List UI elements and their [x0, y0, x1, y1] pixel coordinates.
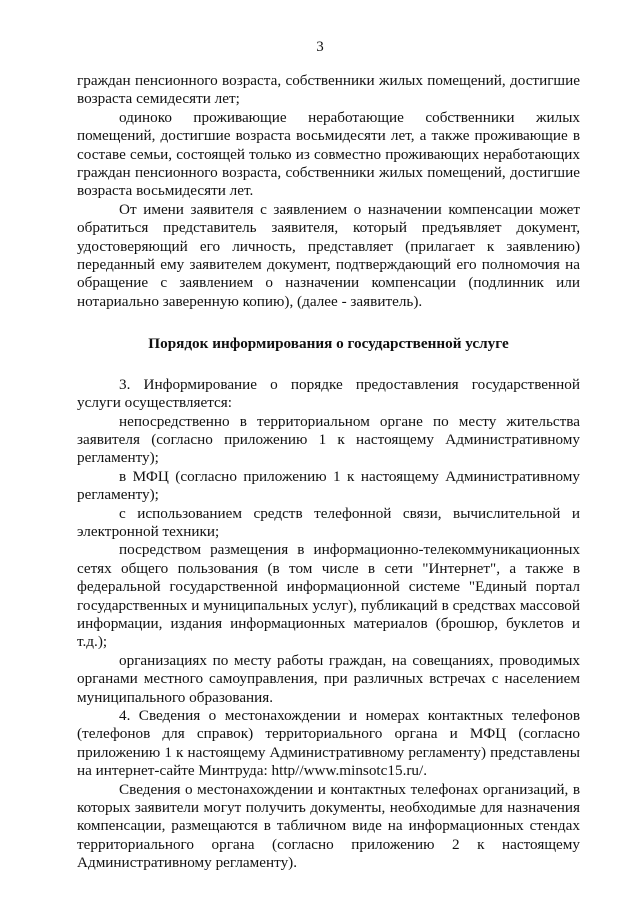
- page-number: 3: [316, 39, 324, 55]
- list-item: в МФЦ (согласно приложению 1 к настоящему Административному регламенту);: [77, 467, 580, 504]
- section-heading: Порядок информирования о государственной услуге: [148, 335, 509, 353]
- list-item: с использованием средств телефонной связи, вычислительной и электронной техники;: [77, 504, 580, 540]
- paragraph: 4. Сведения о местонахождении и номерах контактных телефонов (телефонов для справок) территориального органа и МФЦ (согласно приложению 1 к настоящему Административному регламенту) представлены на интернет-сайте Минтруда: http//www.minsotc15.ru/.: [77, 707, 580, 780]
- list-item: непосредственно в территориальном органе по месту жительства заявителя (согласно приложению 1 к настоящему Административному регламенту);: [77, 412, 580, 467]
- document-body: [77, 72, 580, 873]
- paragraph: От имени заявителя с заявлением о назначении компенсации может обратиться представитель заявителя, который предъявляет документ, удостоверяющий его личность, представляет (прилагает к заявлению) переданный ему заявителем документ, подтверждающий его полномочия на обращение с заявлением о назначении компенсации (подлинник или нотариально заверенную копию), (далее - заявитель).: [77, 200, 580, 310]
- paragraph: Сведения о местонахождении и контактных телефонах организаций, в которых заявители могут получить документы, необходимые для назначения компенсации, размещаются в табличном виде на информационных стендах территориального органа (согласно приложению 2 к настоящему Административному регламенту).: [77, 780, 580, 872]
- paragraph: граждан пенсионного возраста, собственники жилых помещений, достигшие возраста семидесяти лет;: [77, 72, 580, 108]
- paragraph: одиноко проживающие неработающие собственники жилых помещений, достигшие возраста восьмидесяти лет, а также проживающие в составе семьи, состоящей только из совместно проживающих неработающих граждан пенсионного возраста, собственники жилых помещений, достигшие возраста восьмидесяти лет.: [77, 108, 580, 200]
- list-item: посредством размещения в информационно-телекоммуникационных сетях общего пользования (в том числе в сети "Интернет", а также в федеральной государственной информационной системе "Единый портал государственных и муниципальных услуг), публикаций в средствах массовой информации, издания информационных материалов (брошюр, буклетов и т.д.);: [77, 541, 580, 651]
- list-item: организациях по месту работы граждан, на совещаниях, проводимых органами местного самоуправления, при различных встречах с населением муниципального образования.: [77, 651, 580, 706]
- paragraph: 3. Информирование о порядке предоставления государственной услуги осуществляется:: [77, 375, 580, 412]
